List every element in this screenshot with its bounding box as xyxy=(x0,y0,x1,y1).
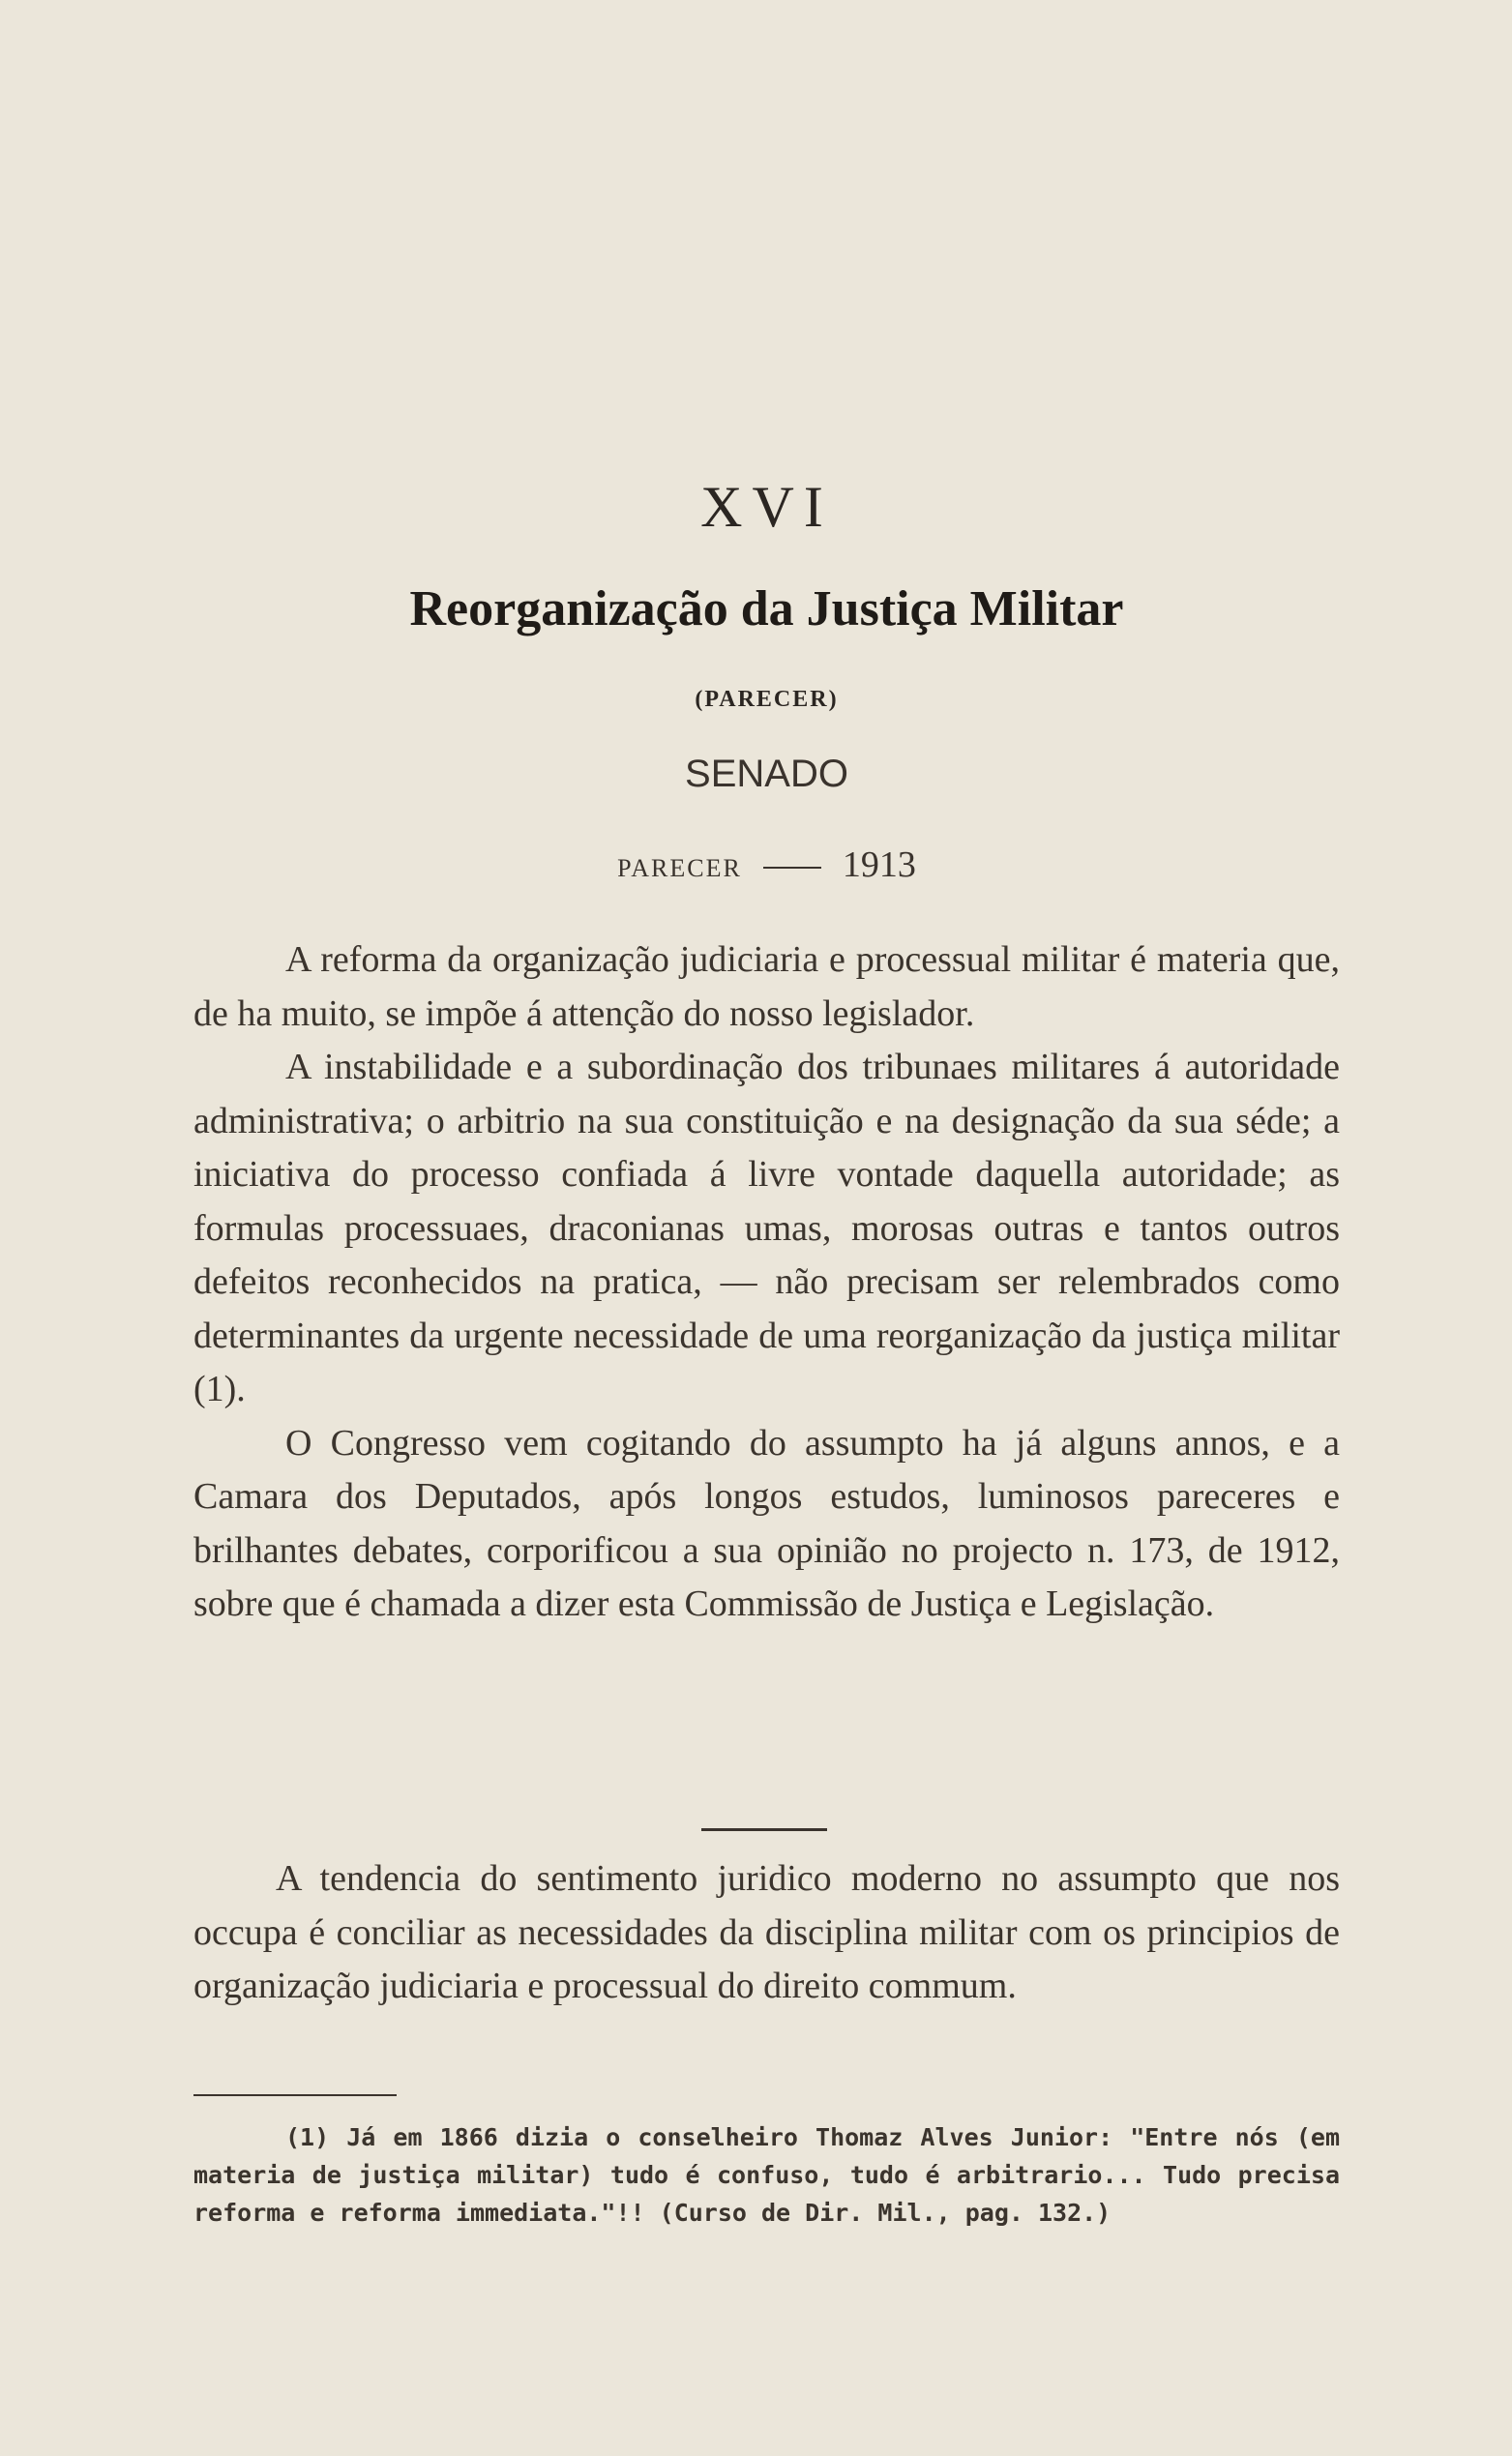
chapter-subtitle: (PARECER) xyxy=(695,687,839,712)
parecer-year: 1913 xyxy=(842,844,916,885)
footnote-rule xyxy=(193,2094,397,2096)
chapter-number: XVI xyxy=(700,475,833,539)
paragraph: O Congresso vem cogitando do assumpto ha já alguns annos, e a Camara dos Deputados, após longos estudos, luminosos pareceres e brilhantes debates, corporificou a sua opinião no projecto n. 173, de 1912, sobre que é chamada a dizer esta Commissão de Justiça e Legislação. xyxy=(193,1422,1340,1624)
paragraph: A instabilidade e a subordinação dos tribunaes militares á autoridade administrativa; o arbitrio na sua constituição e na designação da sua séde; a iniciativa do processo confiada á livre vontade daquella autoridade; as formulas processuaes, draconianas umas, morosas outras e tantos outros defeitos reconhecidos na pratica, — não precisam ser relembrados como determinantes da urgente necessidade de uma reorganização da justiça militar (1). xyxy=(193,1047,1340,1409)
parecer-heading xyxy=(193,843,1340,886)
house-heading: SENADO xyxy=(685,753,848,795)
parecer-label: PARECER xyxy=(617,854,742,882)
paragraph: A reforma da organização judiciaria e processual militar é materia que, de ha muito, se impõe á attenção do nosso legislador. xyxy=(193,939,1340,1034)
paragraph: A tendencia do sentimento juridico moderno no assumpto que nos occupa é conciliar as necessidades da disciplina militar com os principios de organização judiciaria e processual do direito commum. xyxy=(193,1858,1340,2006)
footnote-text: (1) Já em 1866 dizia o conselheiro Thomaz Alves Junior: "Entre nós (em materia de justiça militar) tudo é confuso, tudo é arbitrario... Tudo precisa reforma e reforma immediata."!! (Curso de Dir. Mil., pag. 132.) xyxy=(193,2123,1340,2227)
body-text xyxy=(193,933,1340,1632)
body-text-continued xyxy=(193,1852,1340,2014)
footnote xyxy=(193,2118,1340,2232)
section-divider xyxy=(701,1828,827,1831)
chapter-title: Reorganização da Justiça Militar xyxy=(409,581,1124,636)
heading-dash xyxy=(763,867,821,869)
